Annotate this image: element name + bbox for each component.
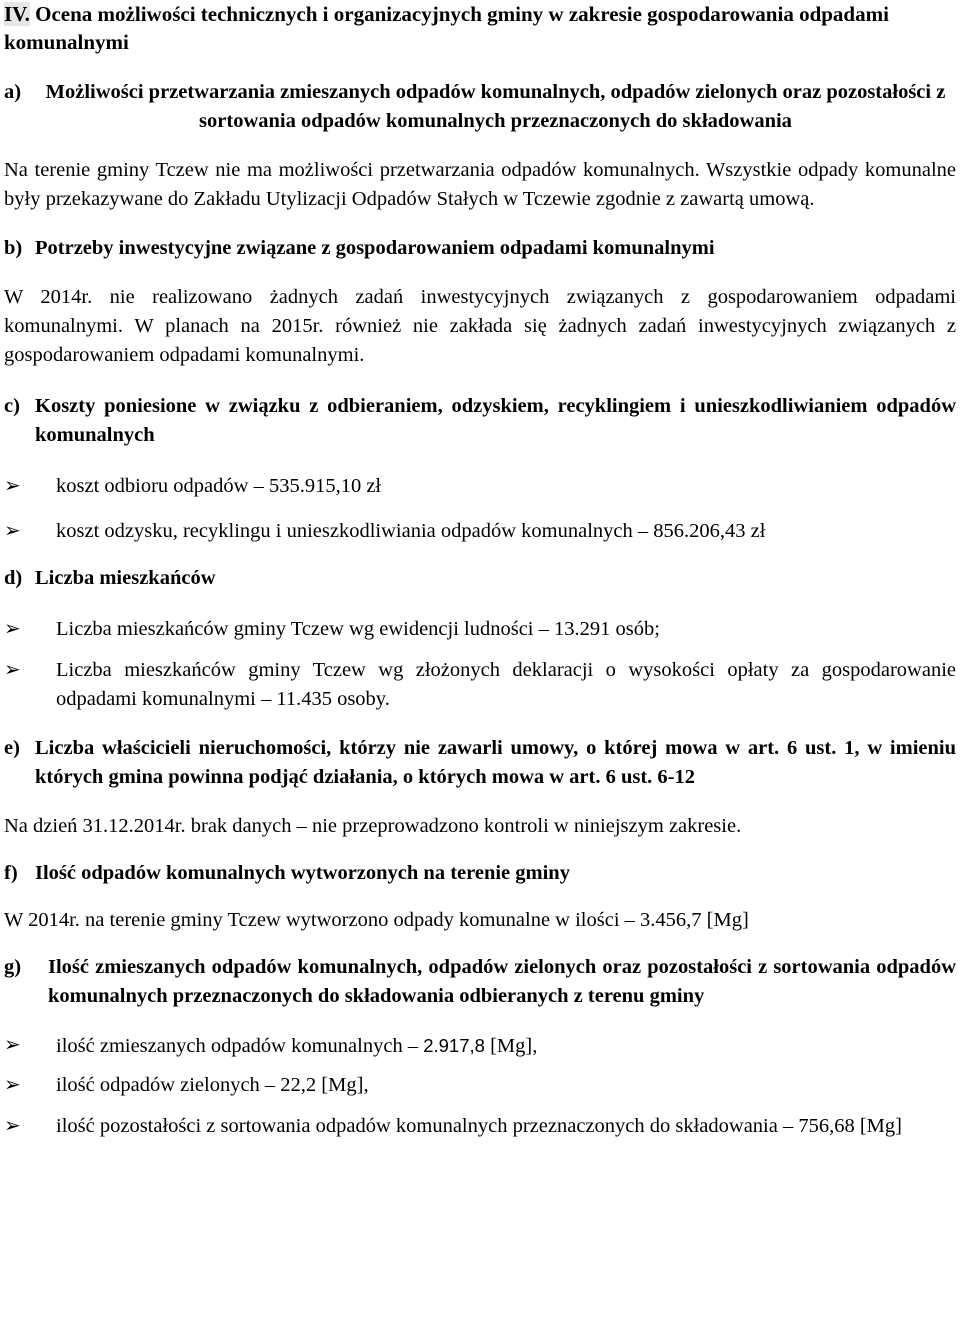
subsection-f-body: W 2014r. na terenie gminy Tczew wytworzono odpady komunalne w ilości – 3.456,7 [Mg] — [4, 909, 749, 931]
subsection-heading-text: Koszty poniesione w związku z odbieraniem, odzyskiem, recyklingiem i unieszkodliwianiem odpadów komunalnych — [35, 395, 956, 446]
list-item-text: ilość pozostałości z sortowania odpadów komunalnych przeznaczonych do składowania – 756,68 [Mg] — [56, 1115, 902, 1137]
subsection-e-body: Na dzień 31.12.2014r. brak danych – nie przeprowadzono kontroli w niniejszym zakresie. — [4, 815, 742, 837]
list-item-text-end: [Mg], — [484, 1035, 538, 1057]
list-item — [4, 472, 956, 501]
subsection-c-heading — [4, 392, 956, 450]
subsection-a-body: Na terenie gminy Tczew nie ma możliwości przetwarzania odpadów komunalnych. Wszystkie odpady komunalne były przekazywane do Zakładu Utylizacji Odpadów Stałych w Tczewie zgodnie z zawartą umową. — [4, 159, 956, 210]
document-page — [4, 0, 956, 1141]
section-title-text: Ocena możliwości technicznych i organizacyjnych gminy w zakresie gospodarowania odpadami komunalnymi — [4, 2, 889, 54]
subsection-d-heading — [4, 564, 956, 593]
arrow-bullet-icon: ➢ — [4, 475, 21, 497]
list-item — [4, 1112, 956, 1141]
subsection-heading-text: Liczba mieszkańców — [35, 567, 216, 589]
subsection-a-heading — [4, 78, 956, 136]
subsection-letter: g) — [4, 956, 22, 978]
arrow-bullet-icon: ➢ — [4, 659, 21, 681]
list-item — [4, 517, 956, 546]
subsection-letter: e) — [4, 737, 20, 759]
arrow-bullet-icon: ➢ — [4, 618, 21, 640]
subsection-b-body: W 2014r. nie realizowano żadnych zadań inwestycyjnych związanych z gospodarowaniem odpadami komunalnymi. W planach na 2015r. również nie zakłada się żadnych zadań inwestycyjnych związanych z gospodarowaniem odpadami komunalnymi. — [4, 286, 956, 366]
subsection-heading-text: Ilość zmieszanych odpadów komunalnych, odpadów zielonych oraz pozostałości z sortowania odpadów komunalnych przeznaczonych do składowania odbieranych z terenu gminy — [48, 956, 956, 1007]
list-item — [4, 615, 956, 644]
arrow-bullet-icon: ➢ — [4, 1034, 21, 1056]
subsection-letter: a) — [4, 81, 22, 103]
subsection-letter: d) — [4, 567, 23, 589]
list-item-text: koszt odbioru odpadów – 535.915,10 zł — [56, 475, 382, 497]
list-item — [4, 656, 956, 714]
subsection-letter: b) — [4, 237, 23, 259]
subsection-e-heading — [4, 734, 956, 792]
list-item-text: ilość odpadów zielonych – 22,2 [Mg], — [56, 1074, 369, 1096]
subsection-heading-text: Ilość odpadów komunalnych wytworzonych na terenie gminy — [35, 862, 570, 884]
arrow-bullet-icon: ➢ — [4, 1074, 21, 1096]
subsection-f-heading — [4, 859, 956, 888]
list-item-text — [56, 1031, 956, 1061]
mixed-waste-amount: 2.917,8 — [423, 1035, 485, 1056]
section-number: IV. — [4, 2, 30, 26]
subsection-heading-text: Możliwości przetwarzania zmieszanych odpadów komunalnych, odpadów zielonych oraz pozostałości z sortowania odpadów komunalnych przeznaczonych do składowania — [45, 81, 946, 132]
list-item — [4, 1071, 956, 1100]
subsection-letter: c) — [4, 395, 20, 417]
list-item-text: Liczba mieszkańców gminy Tczew wg ewidencji ludności – 13.291 osób; — [56, 618, 660, 640]
subsection-heading-text: Liczba właścicieli nieruchomości, którzy nie zawarli umowy, o której mowa w art. 6 ust. 1, w imieniu których gmina powinna podjąć działania, o których mowa w art. 6 ust. 6-12 — [35, 737, 956, 788]
arrow-bullet-icon: ➢ — [4, 520, 21, 542]
arrow-bullet-icon: ➢ — [4, 1115, 21, 1137]
subsection-letter: f) — [4, 862, 18, 884]
subsection-b-heading — [4, 234, 956, 263]
subsection-heading-text: Potrzeby inwestycyjne związane z gospodarowaniem odpadami komunalnymi — [35, 237, 715, 259]
subsection-g-heading — [4, 953, 956, 1011]
section-title — [4, 0, 956, 56]
list-item-text-start: ilość zmieszanych odpadów komunalnych – — [56, 1035, 424, 1057]
list-item-text: koszt odzysku, recyklingu i unieszkodliwiania odpadów komunalnych – 856.206,43 zł — [56, 520, 766, 542]
list-item — [4, 1031, 956, 1061]
list-item-text: Liczba mieszkańców gminy Tczew wg złożonych deklaracji o wysokości opłaty za gospodarowanie odpadami komunalnymi – 11.435 osoby. — [56, 659, 956, 710]
